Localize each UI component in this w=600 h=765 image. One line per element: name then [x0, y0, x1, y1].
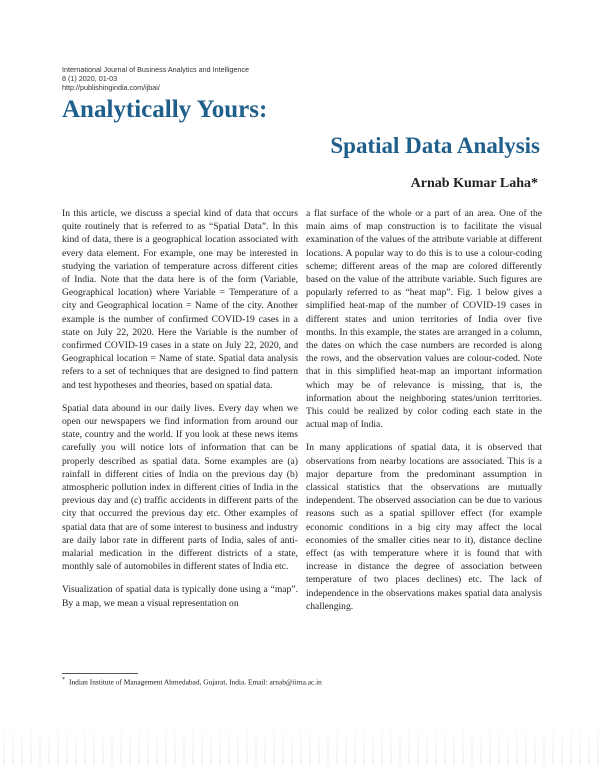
paragraph: Spatial data abound in our daily lives. Every day when we open our newspapers we find information from around our state, country and the world. If you look at these news items carefully you will notice lots of information that can be properly described as spatial data. Some examples are (a) rainfall in different cities of India on the previous day (b) atmospheric pollution index in different cities of India in the previous day and (c) traffic accidents in different parts of the city that occurred the previous day etc. Other examples of spatial data that are of some interest to business and industry are daily labor rate in different parts of India, sales of anti-malarial medication in the different districts of a state, monthly sale of automobiles in different states of India etc.	[62, 402, 298, 573]
left-column	[62, 207, 298, 620]
article-title: Spatial Data Analysis	[330, 133, 540, 158]
paragraph: a flat surface of the whole or a part of an area. One of the main aims of map construction is to facilitate the visual examination of the values of the attribute variable at different locations. A popular way to do this is to use a colour-coding scheme; different areas of the map are colored differently based on the value of the attribute variable. Such figures are popularly referred to as “heat map”. Fig. 1 below gives a simplified heat-map of the number of COVID-19 cases in different states and union territories of India over five months. In this example, the states are arranged in a column, the dates on which the case numbers are recorded is along the rows, and the observation values are colour-coded. Note that in this simplified heat-map an important information which may be of relevance is missing, that is, the information about the neighboring states/union territories. This could be realized by color coding each state in the actual map of India.	[306, 208, 542, 431]
right-column	[306, 207, 542, 623]
paragraph: In many applications of spatial data, it is observed that observations from nearby locations are associated. This is a major departure from the predominant assumption in classical statistics that the observations are mutually independent. The observed association can be due to various reasons such as a spatial spillover effect (for example economic conditions in a big city may affect the local economies of the smaller cities near to it), distance decline effect (as with temperature where it is found that with increase in distance the degree of association between temperature of two places declines) etc. The lack of independence in the observations makes spatial data analysis challenging.	[306, 442, 542, 612]
footnote-divider	[62, 673, 138, 674]
footnote-text: Indian Institute of Management Ahmedabad, Gujarat, India. Email: arnab@iima.ac.in	[69, 677, 322, 687]
journal-url[interactable]: http://publishingindia.com/ijbai/	[62, 83, 160, 92]
paragraph: Visualization of spatial data is typically done using a “map”. By a map, we mean a visual representation on	[62, 584, 298, 609]
paragraph: In this article, we discuss a special kind of data that occurs quite routinely that is referred to as “Spatial Data”. In this kind of data, there is a geographical location associated with every data element. For example, one may be interested in studying the variation of temperature across different cities of India. Note that the data here is of the form (Variable, Geographical location) where Variable = Temperature of a city and Geographical location = Name of the city. Another example is the number of confirmed COVID-19 cases in a state on July 22, 2020. Here the Variable is the number of confirmed COVID-19 cases in a state on July 22, 2020, and Geographical location = Name of state. Spatial data analysis refers to a set of techniques that are designed to find pattern and test hypotheses and theories, based on spatial data.	[62, 208, 298, 391]
decorative-bottom-pattern	[0, 720, 600, 765]
journal-issue: 8 (1) 2020, 01-03	[62, 74, 118, 83]
journal-name: International Journal of Business Analytics and Intelligence	[62, 65, 249, 74]
footnote	[62, 677, 322, 686]
footnote-marker: *	[62, 677, 65, 683]
series-title: Analytically Yours:	[62, 96, 268, 123]
author-name: Arnab Kumar Laha*	[410, 176, 538, 191]
journal-header	[62, 65, 249, 92]
